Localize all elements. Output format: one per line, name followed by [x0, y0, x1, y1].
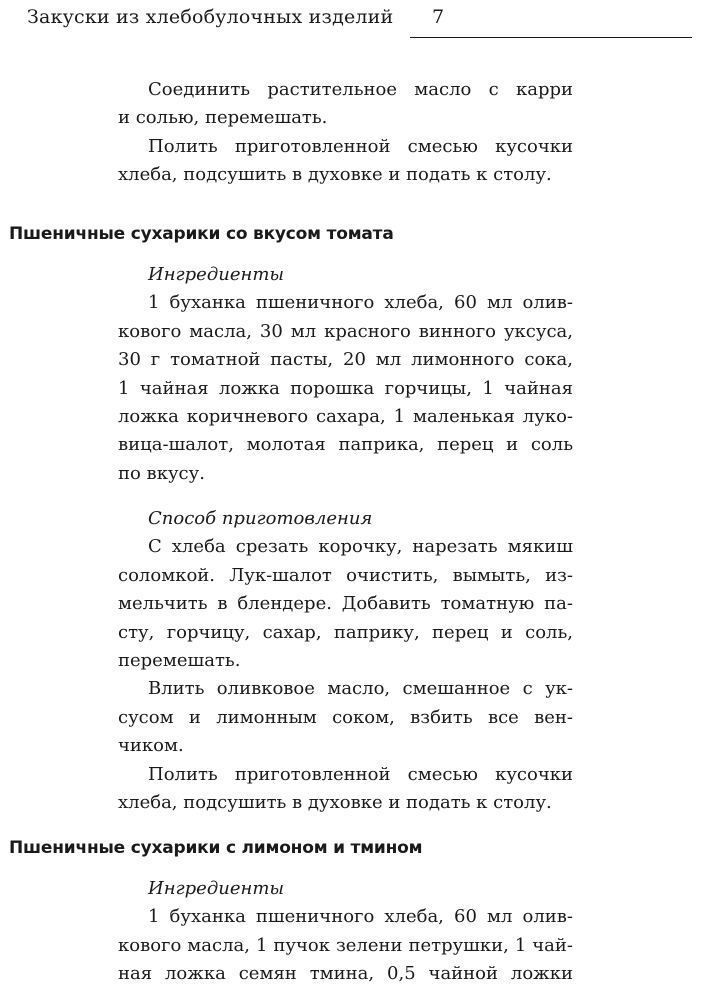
recipe-tomato-method [118, 505, 573, 817]
text-line: 1 буханка пшеничного хлеба, 60 мл олив- [148, 906, 573, 928]
text-line: Влить оливковое масло, смешанное с ук- [148, 678, 573, 700]
text-line: чиком. [118, 735, 184, 757]
running-title: Закуски из хлебобулочных изделий [27, 6, 394, 28]
recipe-tomato-ingredients [118, 261, 573, 488]
ingredients-heading: Ингредиенты [148, 264, 285, 285]
text-line: С хлеба срезать корочку, нарезать мякиш [148, 536, 573, 558]
page-number: 7 [432, 6, 445, 28]
intro-paragraph [118, 76, 573, 190]
text-line: 1 буханка пшеничного хлеба, 60 мл олив- [148, 292, 573, 314]
text-line: хлеба, подсушить в духовке и подать к столу. [118, 792, 552, 814]
text-line: соломкой. Лук-шалот очистить, вымыть, из- [118, 564, 573, 586]
text-line: кового масла, 1 пучок зелени петрушки, 1 чай- [118, 934, 573, 956]
text-line: Полить приготовленной смесью кусочки [148, 135, 573, 157]
text-line: хлеба, подсушить в духовке и подать к столу. [118, 164, 552, 186]
text-line: перемешать. [118, 650, 241, 672]
text-line: ная ложка семян тмина, 0,5 чайной ложки [118, 963, 573, 985]
text-line: ложка коричневого сахара, 1 маленькая луко- [118, 406, 573, 428]
text-line: кового масла, 30 мл красного винного уксуса, [118, 320, 573, 342]
text-line: 30 г томатной пасты, 20 мл лимонного сока, [118, 349, 573, 371]
ingredients-heading: Ингредиенты [148, 878, 285, 899]
text-line: 1 чайная ложка порошка горчицы, 1 чайная [118, 377, 573, 399]
recipe-lemon-ingredients [118, 875, 573, 989]
text-line: Полить приготовленной смесью кусочки [148, 763, 573, 785]
recipe-title-lemon-caraway: Пшеничные сухарики с лимоном и тмином [9, 838, 423, 858]
text-line: мельчить в блендере. Добавить томатную па- [118, 593, 573, 615]
text-line: вица-шалот, молотая паприка, перец и соль [118, 434, 573, 456]
text-line: по вкусу. [118, 462, 205, 484]
text-line: Соединить растительное масло с карри [148, 79, 573, 100]
header-rule [410, 37, 692, 38]
text-line: сту, горчицу, сахар, паприку, перец и соль, [118, 621, 573, 643]
method-heading: Способ приготовления [148, 508, 373, 529]
text-line: и солью, перемешать. [118, 107, 328, 129]
text-line: сусом и лимонным соком, взбить все вен- [118, 706, 573, 728]
recipe-title-tomato: Пшеничные сухарики со вкусом томата [9, 224, 394, 244]
